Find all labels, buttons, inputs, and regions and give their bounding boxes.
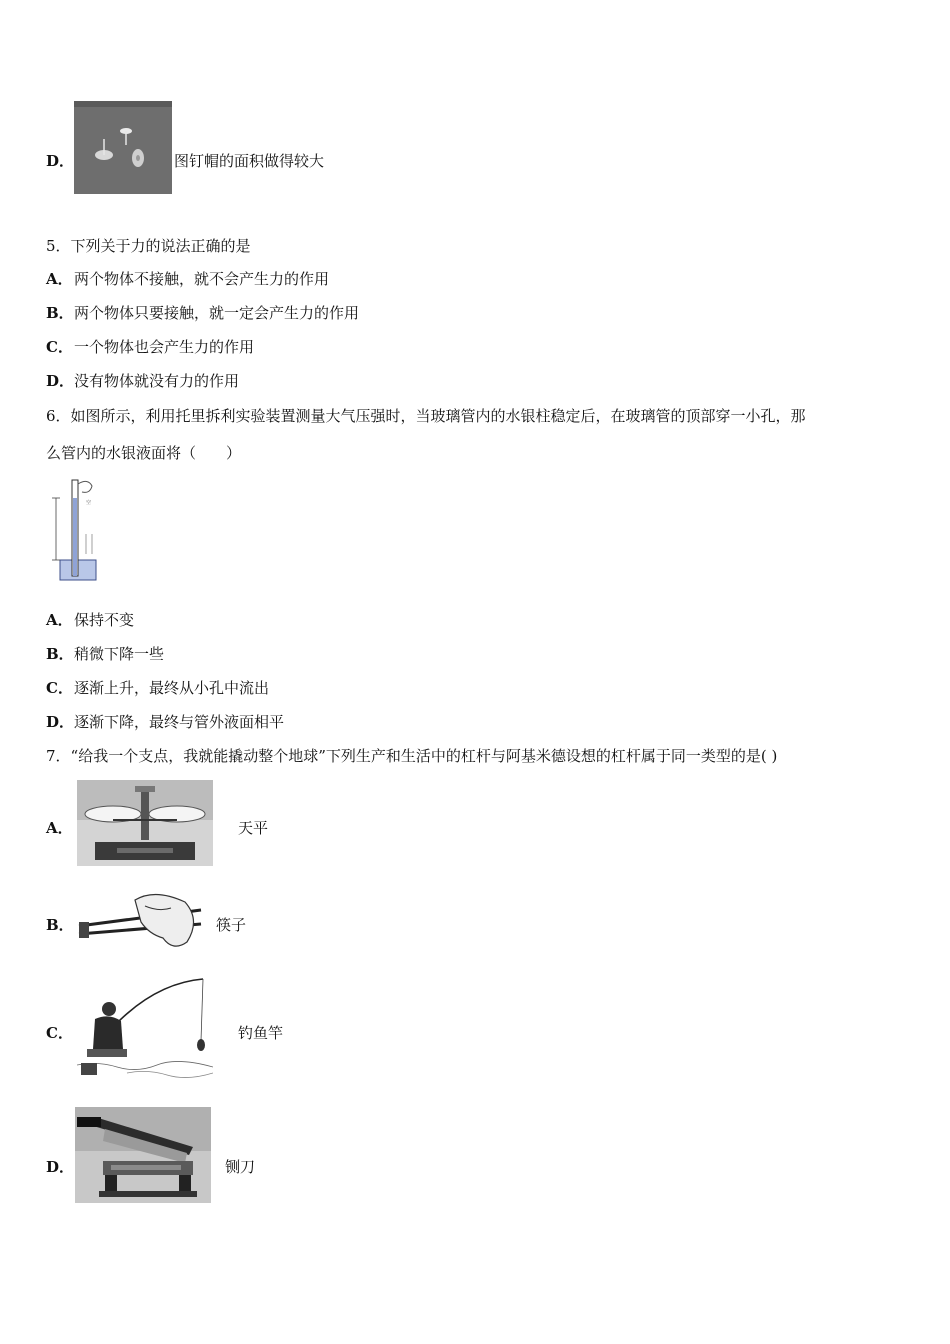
q6-stem-line2: 么管内的水银液面将（ ） [46,444,242,462]
q7-chopsticks-image [75,886,205,956]
svg-text:空: 空 [86,500,92,506]
q7-option-a-text: 天平 [238,819,269,837]
q6-option-d-text: 逐渐下降，最终与管外液面相平 [74,713,285,731]
q7-option-b-text: 筷子 [216,916,247,934]
q6-option-b-text: 稍微下降一些 [74,645,165,663]
q4-thumbtack-image [74,101,172,194]
q4-option-d-text: 图钉帽的面积做得较大 [174,152,325,170]
q5-option-b-label: B． [46,304,74,322]
q5-option-a-label: A． [46,270,73,288]
q6-option-b-label: B． [46,645,74,663]
q6-option-a-label: A． [46,611,73,629]
q5-option-d-label: D． [46,372,75,390]
q5-option-a-text: 两个物体不接触，就不会产生力的作用 [74,270,330,288]
q7-stem: 7．“给我一个支点，我就能撬动整个地球”下列生产和生活中的杠杆与阿基米德设想的杠杆属于同一类型的是( ) [46,747,778,765]
q7-option-b-label: B． [46,916,74,934]
q7-option-c-label: C． [46,1024,73,1042]
q6-option-a-text: 保持不变 [74,611,135,629]
q4-option-d-label: D． [46,152,75,170]
q6-stem-line1: 6．如图所示，利用托里拆利实验装置测量大气压强时，当玻璃管内的水银柱稳定后，在玻璃管的顶部穿一小孔，那 [46,407,806,425]
q6-option-d-label: D． [46,713,75,731]
q6-option-c-label: C． [46,679,73,697]
q5-option-d-text: 没有物体就没有力的作用 [74,372,240,390]
q6-option-c-text: 逐渐上升，最终从小孔中流出 [74,679,270,697]
q7-balance-scale-image [77,780,213,866]
q6-torricelli-apparatus-image [46,474,102,584]
q7-option-d-text: 铡刀 [225,1158,256,1176]
q7-option-c-text: 钓鱼竿 [238,1024,284,1042]
q7-option-a-label: A． [46,819,73,837]
q7-guillotine-cutter-image [75,1107,211,1203]
q7-fishing-rod-image [77,975,213,1079]
q5-option-c-text: 一个物体也会产生力的作用 [74,338,255,356]
q5-option-b-text: 两个物体只要接触，就一定会产生力的作用 [74,304,360,322]
q7-option-d-label: D． [46,1158,75,1176]
q5-stem: 5．下列关于力的说法正确的是 [46,237,251,255]
q5-option-c-label: C． [46,338,73,356]
